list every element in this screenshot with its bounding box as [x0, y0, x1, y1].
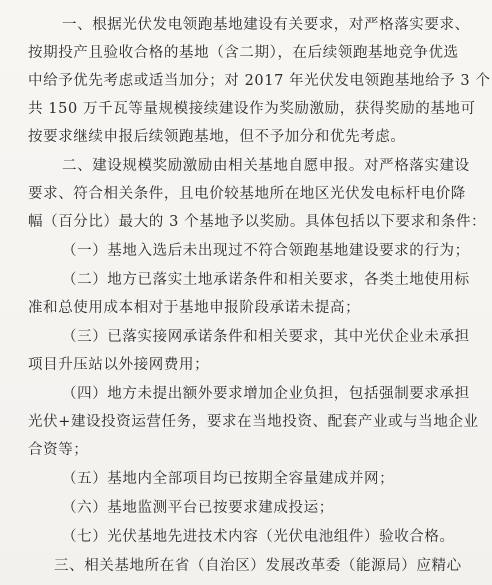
condition-1-line-1: （一）基地入选后未出现过不符合领跑基地建设要求的行为； — [62, 243, 470, 259]
condition-2-line-1: （二）地方已落实土地承诺条件和相关要求，各类土地使用标 — [62, 272, 470, 288]
condition-3-line-2: 项目升压站以外接网费用； — [28, 357, 210, 373]
paragraph-1-line-5: 按要求继续申报后续领跑基地，但不予加分和优先考虑。 — [28, 129, 406, 145]
paragraph-2-line-2: 要求、符合相关条件，且电价较基地所在地区光伏发电标杆电价降 — [28, 186, 466, 202]
paragraph-2-line-1: 二、建设规模奖励激励由相关基地自愿申报。对严格落实建设 — [62, 158, 470, 174]
condition-4-line-1: （四）地方未提出额外要求增加企业负担，包括强制要求承担 — [62, 386, 470, 402]
condition-2-line-2: 准和总使用成本相对于基地申报阶段承诺未提高； — [28, 300, 361, 316]
paragraph-2-line-3: 幅（百分比）最大的 3 个基地予以奖励。具体包括以下要求和条件： — [28, 214, 487, 230]
condition-4-line-3: 合资等； — [28, 442, 89, 458]
paragraph-1-line-3: 中给予优先考虑或适当加分；对 2017 年光伏发电领跑基地给予 3 个 — [28, 73, 491, 89]
condition-7-line-1: （七）光伏基地先进技术内容（光伏电池组件）验收合格。 — [62, 529, 455, 545]
condition-3-line-1: （三）已落实接网承诺条件和相关要求，其中光伏企业未承担 — [62, 329, 470, 345]
paragraph-1-line-2: 按期投产且验收合格的基地（含二期），在后续领跑基地竞争优选 — [28, 45, 459, 61]
paragraph-1-line-1: 一、根据光伏发电领跑基地建设有关要求，对严格落实要求、 — [62, 17, 470, 33]
paragraph-1-line-4: 共 150 万千瓦等量规模接续建设作为奖励激励，获得奖励的基地可 — [28, 101, 476, 117]
paragraph-3-line-1: 三、相关基地所在省（自治区）发展改革委（能源局）应精心 — [54, 558, 462, 574]
condition-6-line-1: （六）基地监测平台已按要求建成投运； — [62, 500, 334, 516]
condition-4-line-2: 光伏+建设投资运营任务，要求在当地投资、配套产业或与当地企业 — [28, 414, 479, 430]
condition-5-line-1: （五）基地内全部项目均已按期全容量建成并网； — [62, 471, 395, 487]
